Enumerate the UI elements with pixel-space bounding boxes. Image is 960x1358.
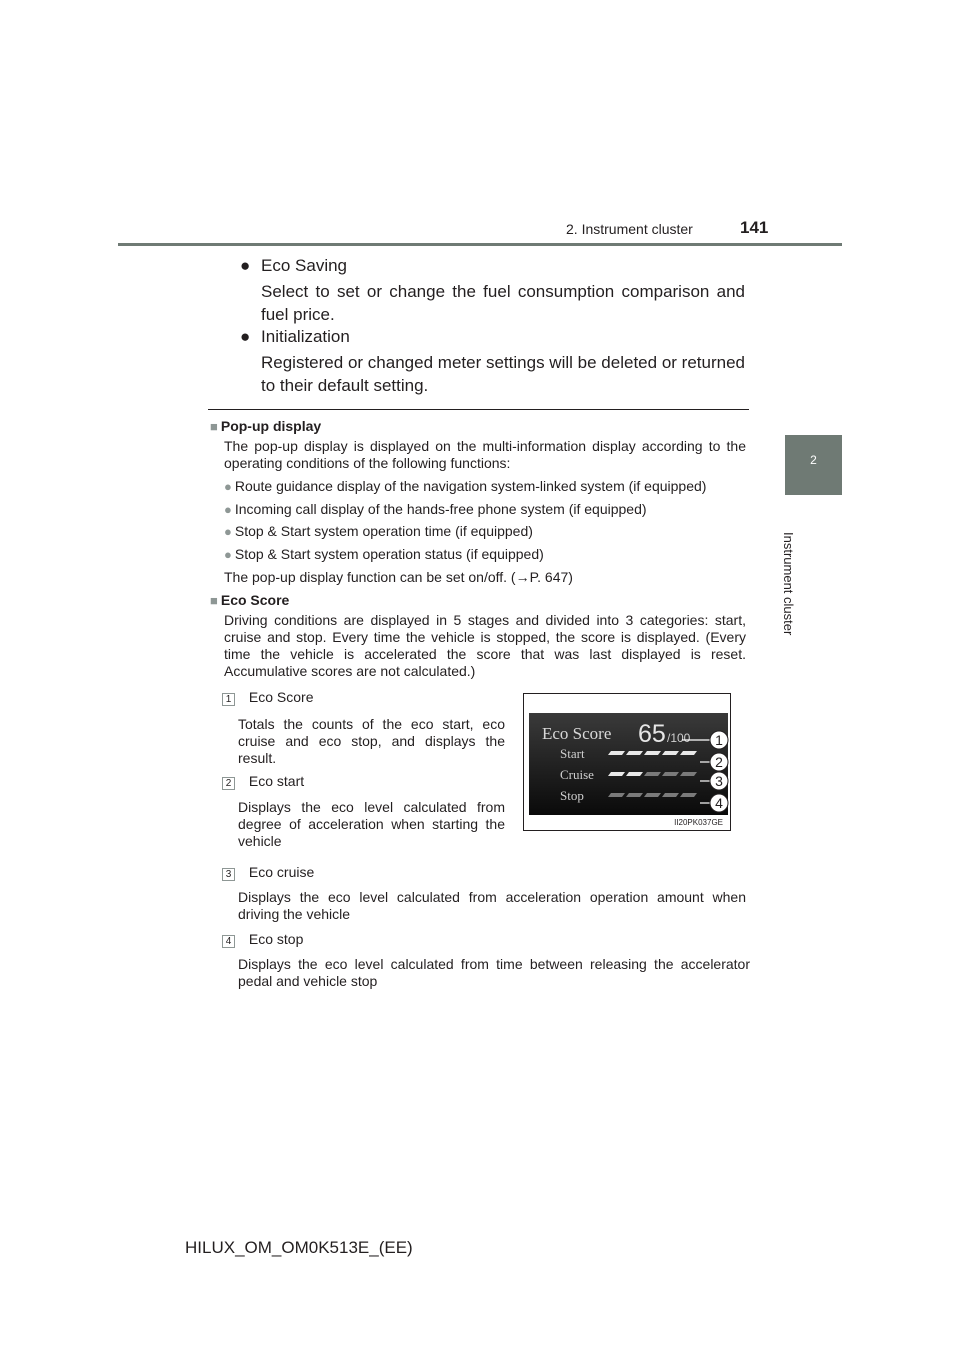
callout-number-3: 3 (222, 868, 235, 881)
callout-number: 2 (715, 754, 723, 770)
initialization-item (240, 325, 350, 348)
popup-intro: The pop-up display is displayed on the multi-information display according to the operating conditions of the following functions: (224, 438, 746, 471)
popup-list-item: ● Incoming call display of the hands-free phone system (if equipped) (224, 501, 647, 517)
popup-note: The pop-up display function can be set on/off. (→P. 647) (224, 569, 573, 585)
square-bullet-icon: ■ (210, 419, 218, 434)
figure-code: II20PK037GE (674, 818, 723, 827)
item-title: Initialization (261, 327, 350, 346)
section-divider (208, 409, 749, 410)
display-max: /100 (667, 731, 691, 745)
bullet-icon: ● (240, 327, 251, 346)
row-label-stop: Stop (560, 788, 584, 803)
eco-heading: ■ Eco Score (210, 592, 290, 608)
callout-number-4: 4 (222, 935, 235, 948)
eco-item-desc: Displays the eco level calculated from time between releasing the accelerator pedal and vehicle stop (238, 956, 750, 989)
item-title: Eco Saving (261, 256, 348, 275)
page-number: 141 (740, 218, 769, 237)
item-text: Select to set or change the fuel consumption comparison and fuel price. (261, 282, 745, 324)
popup-list-item: ● Stop & Start system operation status (if equipped) (224, 546, 544, 562)
bullet-icon: ● (224, 479, 232, 494)
bullet-icon: ● (224, 502, 232, 517)
row-label-start: Start (560, 746, 585, 761)
bullet-icon: ● (224, 524, 232, 539)
item-text: Registered or changed meter settings will be deleted or returned to their default setting. (261, 353, 745, 395)
eco-intro: Driving conditions are displayed in 5 stages and divided into 3 categories: start, cruise and stop. Every time the vehicle is stopped, the score is displayed. (Every time the vehicle is accelerated the score that was last displayed is reset. Accumulative scores are not calculated.) (224, 612, 746, 679)
bullet-icon: ● (224, 547, 232, 562)
eco-score-display (524, 694, 730, 830)
popup-heading: ■ Pop-up display (210, 418, 322, 434)
eco-item-1: 1 Eco Score (222, 689, 313, 706)
callout-number: 3 (715, 773, 723, 789)
eco-item-3: 3 Eco cruise (222, 864, 314, 881)
eco-item-2: 2 Eco start (222, 773, 304, 790)
display-score: 65 (638, 720, 666, 748)
row-label-cruise: Cruise (560, 767, 594, 782)
callout-number-1: 1 (222, 693, 235, 706)
eco-item-desc: Totals the counts of the eco start, eco cruise and eco stop, and displays the result. (238, 716, 505, 766)
eco-score-figure (523, 693, 731, 831)
section-title: 2. Instrument cluster (566, 221, 693, 237)
chapter-number: 2 (810, 453, 817, 467)
eco-saving-item (240, 254, 347, 277)
popup-list-item: ● Stop & Start system operation time (if equipped) (224, 523, 533, 539)
callout-number: 1 (715, 732, 723, 748)
chapter-label: Instrument cluster (781, 532, 796, 636)
popup-list-item: ● Route guidance display of the navigation system-linked system (if equipped) (224, 478, 707, 494)
eco-item-desc: Displays the eco level calculated from degree of acceleration when starting the vehicle (238, 799, 505, 849)
callout-number-2: 2 (222, 777, 235, 790)
square-bullet-icon: ■ (210, 593, 218, 608)
document-id: HILUX_OM_OM0K513E_(EE) (185, 1238, 413, 1257)
eco-item-4: 4 Eco stop (222, 931, 303, 948)
eco-item-desc: Displays the eco level calculated from acceleration operation amount when driving the vehicle (238, 889, 746, 922)
header-rule (118, 243, 842, 246)
display-title: Eco Score (542, 724, 612, 743)
callout-number: 4 (715, 795, 723, 811)
bullet-icon: ● (240, 256, 251, 275)
